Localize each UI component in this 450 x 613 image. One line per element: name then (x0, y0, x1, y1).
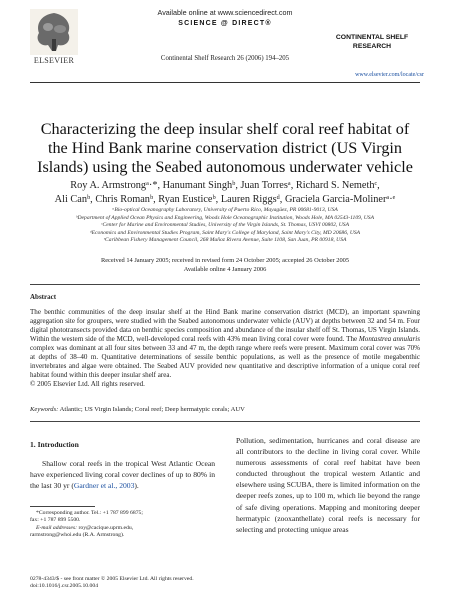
intro-left-paragraph (30, 458, 215, 491)
keywords (30, 406, 420, 413)
intro-left-end: ). (134, 481, 139, 491)
issn-line: 0278-4343/$ - see front matter © 2005 Elsevier Ltd. All rights reserved. (30, 576, 194, 582)
species-name: Montastrea annularis (358, 335, 420, 344)
abstract-text-part2: complex was dominant at all four sites between 33 and 47 m, the depth range where reefs were present. Maximum coral cover was 70% at depths of 38–40 m. Quantitative determinations of sessile benthic populations, as well as the presence of motile megabenthic invertebrates and algae were obtained. The Seabed AUV provided new quantitative and descriptive information of a unique coral reef habitat found within this deeper insular shelf area. (30, 344, 420, 380)
email-address-2[interactable]: rarmstrong@whoi.edu (R.A. Armstrong). (30, 532, 125, 539)
intro-left-text: Shallow coral reefs in the tropical West Atlantic Ocean have experienced living coral cover declines of up to 80% in the last 30 yr ( (30, 459, 215, 491)
issn-block (30, 576, 330, 591)
header-rule (30, 82, 420, 83)
citation-link-gardner[interactable]: Gardner et al., 2003 (73, 481, 135, 491)
publisher-name: ELSEVIER (33, 56, 75, 65)
abstract-heading: Abstract (30, 293, 57, 301)
fax-number: fax: +1 787 899 5500. (30, 517, 81, 524)
footnotes (30, 510, 220, 540)
abstract-text-part1: The benthic communities of the deep insular shelf at the Hind Bank marine conservation district (MCD), an important spawning aggregation site for groupers, were studied with the Seabed autonomous underwater vehicle (AUV) at depths between 32 and 54 m. Four digital phototransects provided data on benthic species composition and abundance of the insular shelf off St. Thomas, US Virgin Islands. Within the western side of the MCD, well-developed coral reefs with 43% mean living coral cover were found. The (30, 308, 420, 344)
corresponding-author: *Corresponding author. Tel.: +1 787 899 6875; (36, 510, 143, 516)
doi-line[interactable]: doi:10.1016/j.csr.2005.10.004 (30, 583, 99, 590)
article-title: Characterizing the deep insular shelf coral reef habitat of the Hind Bank marine conservation district (US Virgin Islands) using the Seabed autonomous underwater vehicle (37, 120, 413, 176)
affiliation-c: ᶜCenter for Marine and Environmental Studies, University of the Virgin Islands, St. Thomas, USVI 00802, USA (101, 222, 349, 229)
authors-line-2: Ali Canᵇ, Chris Romanᵇ, Ryan Eusticeᵇ, Lauren Riggsᵈ, Graciela Garcia-Molinerᵃ·ᵉ (54, 193, 396, 205)
affiliation-e: ᵉCaribbean Fishery Management Council, 268 Muñoz Rivera Avenue, Suite 1108, San Juan, PR 00918, USA (103, 237, 347, 244)
available-online-date: Available online 4 January 2006 (183, 266, 267, 273)
available-online-text: Available online at www.sciencedirect.com (157, 8, 293, 17)
sciencedirect-logo (150, 20, 300, 27)
affiliation-d: ᵈEconomics and Environmental Studies Program, Saint Mary's College of Maryland, Saint Mary's City, MD 20686, USA (89, 229, 361, 236)
keywords-label: Keywords: (30, 406, 59, 413)
journal-name: CONTINENTAL SHELF RESEARCH (335, 34, 409, 50)
affiliation-a: ᵃBio-optical Oceanography Laboratory, University of Puerto Rico, Mayagüez, PR 00681-9013, USA (112, 207, 338, 213)
journal-citation: Continental Shelf Research 26 (2006) 194–205 (160, 55, 290, 62)
received-dates: Received 14 January 2005; received in revised form 24 October 2005; accepted 26 October 2005 (100, 257, 350, 264)
keywords-list: Atlantic; US Virgin Islands; Coral reef; Deep hermatypic corals; AUV (59, 406, 245, 413)
affiliation-b: ᵇDepartment of Applied Ocean Physics and Engineering, Woods Hole Oceanographic Institution, Woods Hole, MA 02543-1109, USA (76, 214, 374, 221)
footnote-rule (30, 506, 95, 507)
authors-line-1: Roy A. Armstrongᵃ·*, Hanumant Singhᵇ, Juan Torresᵃ, Richard S. Nemethᶜ, (70, 180, 380, 191)
author-list (30, 179, 420, 206)
email-address-1[interactable]: roy@cacique.uprm.edu, (78, 524, 134, 531)
journal-url-link[interactable]: www.elsevier.com/locate/csr (355, 72, 424, 78)
sciencedirect-logo-text: SCIENCE @ DIRECT® (178, 20, 272, 27)
intro-right-paragraph: Pollution, sedimentation, hurricanes and coral disease are all contributors to the decline in living coral cover. While numerous assessments of coral reef habitat have been conducted throughout the tropical western Atlantic and elsewhere using SCUBA, there is limited information on the deeper reefs zones, up to 100 m, which lie beyond the range of safe diving operations. Mapping and monitoring deeper hermatypic (zooxanthellate) coral reefs is necessary for selecting and protecting unique areas (236, 436, 420, 534)
copyright-notice: © 2005 Elsevier Ltd. All rights reserved. (30, 380, 145, 389)
article-dates (30, 256, 420, 274)
affiliations (30, 207, 420, 245)
elsevier-tree-logo (30, 9, 78, 55)
abstract-bottom-rule (30, 421, 420, 422)
introduction-heading: 1. Introduction (30, 440, 79, 449)
abstract-top-rule (30, 284, 420, 285)
email-label: E-mail addresses: (36, 524, 78, 531)
abstract-text (30, 308, 420, 389)
